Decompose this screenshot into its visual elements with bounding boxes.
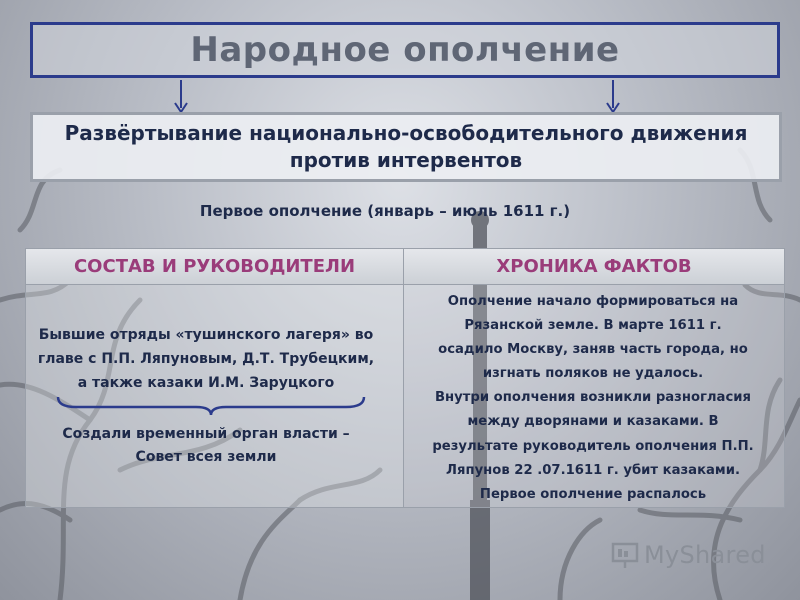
- chronicle-line: изгнать поляков не удалось.: [482, 366, 704, 382]
- chronicle-text: [412, 290, 774, 507]
- header-chronicle: ХРОНИКА ФАКТОВ: [404, 249, 784, 285]
- result-line: Совет всея земли: [135, 449, 277, 465]
- subtitle-line: против интервентов: [289, 148, 523, 172]
- watermark: [610, 538, 766, 572]
- slide-title: Народное ополчение: [190, 30, 620, 70]
- result-text: [36, 423, 376, 469]
- chronicle-line: Внутри ополчения возникли разногласия: [435, 390, 751, 406]
- arrow-down-icon: [606, 80, 620, 114]
- watermark-text: MyShared: [644, 541, 766, 569]
- title-box: [30, 22, 780, 78]
- subtitle-box: [30, 112, 782, 182]
- composition-line: Бывшие отряды «тушинского лагеря» во: [38, 327, 374, 343]
- chronicle-line: Ляпунов 22 .07.1611 г. убит казаками.: [446, 462, 740, 478]
- subtitle-line: Развёртывание национально-освободительного движения: [64, 121, 748, 145]
- composition-line: главе с П.П. Ляпуновым, Д.Т. Трубецким,: [37, 351, 375, 367]
- composition-line: а также казаки И.М. Заруцкого: [77, 375, 335, 391]
- composition-cell: [26, 285, 404, 507]
- chronicle-line: осадило Москву, заняв часть города, но: [438, 342, 748, 358]
- arrow-down-icon: [174, 80, 188, 114]
- chronicle-line: Рязанской земле. В марте 1611 г.: [464, 318, 722, 334]
- header-composition: СОСТАВ И РУКОВОДИТЕЛИ: [26, 249, 404, 285]
- first-militia-heading: Первое ополчение (январь – июль 1611 г.): [199, 202, 571, 220]
- curly-brace-icon: [56, 395, 366, 417]
- subtitle-text: [65, 120, 748, 174]
- info-table: [25, 248, 785, 508]
- chronicle-line: между дворянами и казаками. В: [467, 414, 719, 430]
- chronicle-line: Первое ополчение распалось: [479, 486, 707, 502]
- presentation-icon: [610, 540, 640, 570]
- chronicle-line: результате руководитель ополчения П.П.: [432, 438, 754, 454]
- composition-text: [36, 323, 376, 395]
- chronicle-line: Ополчение начало формироваться на: [447, 294, 739, 309]
- chronicle-cell: [404, 285, 784, 507]
- result-line: Создали временный орган власти –: [62, 426, 350, 442]
